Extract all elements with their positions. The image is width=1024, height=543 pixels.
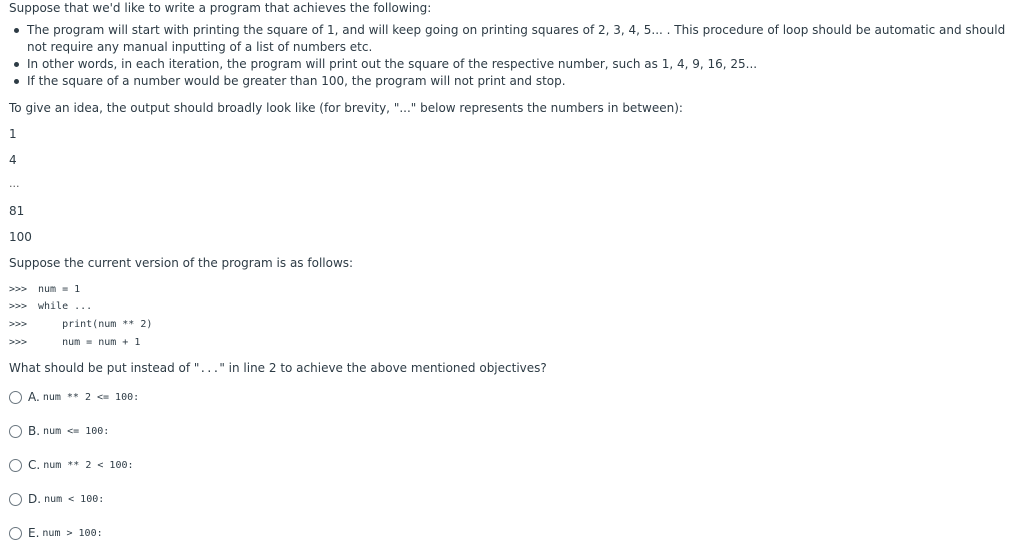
question-part: What should be put instead of ": [9, 361, 200, 375]
output-line: 100: [9, 230, 32, 244]
requirement-item: The program will start with printing the square of 1, and will keep going on printing squares of 2, 3, 4, 5... . This procedure of loop should be automatic and should not require any manual inputting of a list of numbers etc.: [27, 22, 1021, 56]
code-text: num = 1: [38, 284, 81, 295]
option-code: num > 100:: [42, 527, 103, 539]
requirements-list: [9, 22, 1021, 90]
question-content: [9, 0, 1021, 540]
option-code: num ** 2 < 100:: [43, 459, 134, 471]
code-line: [9, 283, 80, 297]
radio-button[interactable]: [9, 493, 22, 506]
code-text: print(num ** 2): [38, 319, 153, 330]
question-part: " in line 2 to achieve the above mentioned objectives?: [219, 361, 547, 375]
output-line: 1: [9, 127, 17, 141]
answer-option-c[interactable]: [9, 456, 134, 474]
code-text: while ...: [38, 301, 93, 312]
output-lead-text: To give an idea, the output should broadly look like (for brevity, "..." below represents the numbers in between):: [9, 101, 683, 115]
option-letter: A.: [28, 390, 40, 404]
answer-option-d[interactable]: [9, 490, 104, 508]
question-text: [9, 360, 547, 377]
code-line: [9, 336, 140, 350]
radio-button[interactable]: [9, 527, 22, 540]
code-text: num = num + 1: [38, 337, 141, 348]
output-line: 81: [9, 204, 25, 218]
requirement-item: In other words, in each iteration, the program will print out the square of the respective number, such as 1, 4, 9, 16, 25...: [27, 56, 1021, 73]
option-letter: E.: [28, 526, 40, 540]
answer-option-a[interactable]: [9, 388, 139, 406]
answer-option-e[interactable]: [9, 524, 103, 542]
code-lead-text: Suppose the current version of the program is as follows:: [9, 256, 354, 270]
option-code: num <= 100:: [43, 425, 110, 437]
question-code: ...: [199, 362, 220, 375]
requirement-item: If the square of a number would be greater than 100, the program will not print and stop.: [27, 73, 1021, 90]
option-letter: B.: [28, 424, 41, 438]
output-line: ...: [9, 177, 20, 190]
output-line: 4: [9, 153, 17, 167]
code-line: [9, 318, 152, 332]
code-prompt: >>>: [9, 337, 28, 348]
radio-button[interactable]: [9, 425, 22, 438]
intro-text: Suppose that we'd like to write a program that achieves the following:: [9, 1, 432, 15]
radio-button[interactable]: [9, 459, 22, 472]
option-letter: C.: [28, 458, 41, 472]
radio-button[interactable]: [9, 391, 22, 404]
option-letter: D.: [28, 492, 42, 506]
code-prompt: >>>: [9, 301, 28, 312]
option-code: num < 100:: [44, 493, 105, 505]
code-prompt: >>>: [9, 319, 28, 330]
option-code: num ** 2 <= 100:: [42, 391, 140, 403]
code-prompt: >>>: [9, 284, 28, 295]
answer-option-b[interactable]: [9, 422, 109, 440]
code-line: [9, 300, 92, 314]
